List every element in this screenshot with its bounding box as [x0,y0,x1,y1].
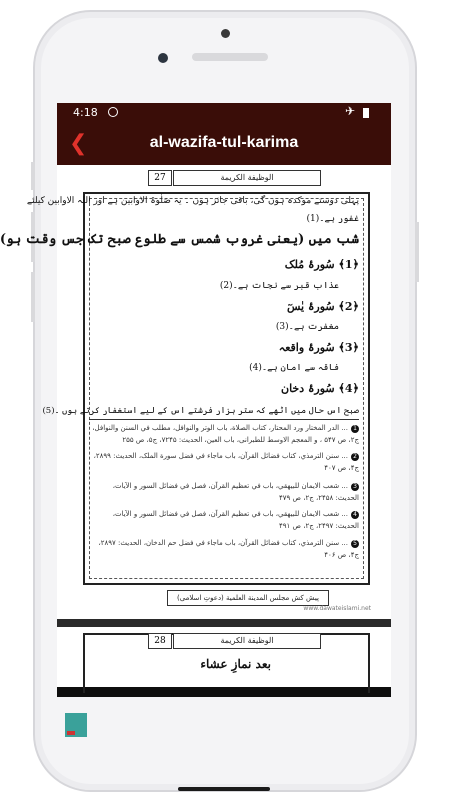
page-banner: الوظيفة الكريمة [173,170,321,186]
mute-switch [31,162,35,190]
footer-tag: پیش کش مجلس المدینة العلمیة (دعوتِ اسلامی) [167,590,329,606]
watermark: www.dawateislami.net [303,605,371,612]
pdf-viewer[interactable] [0,165,391,681]
download-icon [108,107,118,117]
section-heading: بعد نمازِ عشاء [200,657,271,671]
footnote: الحدیث: ۲۴۹۷، ج۲، ص ۴۹۱ [279,522,359,530]
app-bar [57,123,391,165]
surah-heading: ﴿1﴾ سُورۂ مُلک [284,258,359,271]
status-time: 4:18 [73,106,98,119]
footnote: 2... سنن الترمذي، کتاب فضائل القرآن، باب ماجاء في فضل سورة الملک، الحدیث: ۲۸۹۹، [89,451,359,461]
text-line: غفور ہے۔(1) [306,214,359,224]
footnote: 1... الدر المختار ورد المحتار، کتاب الصلاة، باب الوتر والنوافل، مطلب في السنن والنوافل، [89,423,359,433]
page-banner: الوظيفة الكريمة [173,633,321,649]
page-number: 28 [148,633,172,649]
pdf-page [57,627,391,687]
speaker-grille [192,53,268,61]
footnote: ج۴، ص ۴۰۶ [324,551,359,559]
footnote: 4... شعب الایمان للبیهقي، باب في تعظیم القرآن، فصل في فضائل السور و الآیات، [89,509,359,519]
divider [89,419,359,420]
surah-heading: ﴿3﴾ سُورۂ واقعہ [278,341,359,354]
battery-icon [363,108,369,118]
text-line: پہلی دوستے موکدہ ہوں گی، باقی جائز ہوں ۔ یہ صَلٰوۃ الاوابین ہے اور اللہ الاوابین کیلئے [26,196,359,206]
text-line: صبح اس حال میں اٹھے کہ ستر ہزار فرشتے اس کے لیے استغفار کرتے ہوں ۔(5) [42,406,359,416]
surah-heading: ﴿2﴾ سُورۂ یٰسٓ [287,300,359,313]
pdf-page [0,165,391,619]
bookmark-icon[interactable] [65,713,87,737]
volume-down-button [31,272,35,322]
status-bar [57,103,391,123]
text-line: فاقہ سے امان ہے۔(4) [249,363,339,373]
camera-icon [221,29,230,38]
text-line: عذاب قبر سے نجات ہے۔(2) [219,281,339,291]
footnote: 5... سنن الترمذي، کتاب فضائل القرآن، باب ماجاء في فضل حم الدخان، الحدیث: ۲۸۹۷، [89,538,359,548]
airplane-icon: ✈ [344,104,355,118]
screen [0,103,391,697]
page-title: al-wazifa-tul-karima [149,134,299,151]
front-camera-icon [158,53,168,63]
footnote: 3... شعب الایمان للبیهقي، باب في تعظیم القرآن، فصل في فضائل السور و الآیات، [89,481,359,491]
text-line: مغفرت ہے۔(3) [275,322,339,332]
back-arrow-icon[interactable]: ❮ [69,131,88,156]
footnote: ج۲، ص ۵۴۷ ، و المعجم الاوسط للطبرانی، باب العین، الحدیث: ۷۲۴۵، ج۵، ص ۲۵۵ [122,436,359,444]
page-number: 27 [148,170,172,186]
home-indicator[interactable] [178,787,270,791]
section-heading: شب میں (یعنی غروب شمس سے طلوع صبح تک جس وقت ہو) [0,232,359,247]
footnote: الحدیث: ۲۴۵۸، ج۲، ص ۴۷۹ [279,494,359,502]
power-button [415,222,419,282]
footnote: ج۴، ص ۴۰۷ [324,464,359,472]
surah-heading: ﴿4﴾ سُورۂ دخان [281,382,359,395]
